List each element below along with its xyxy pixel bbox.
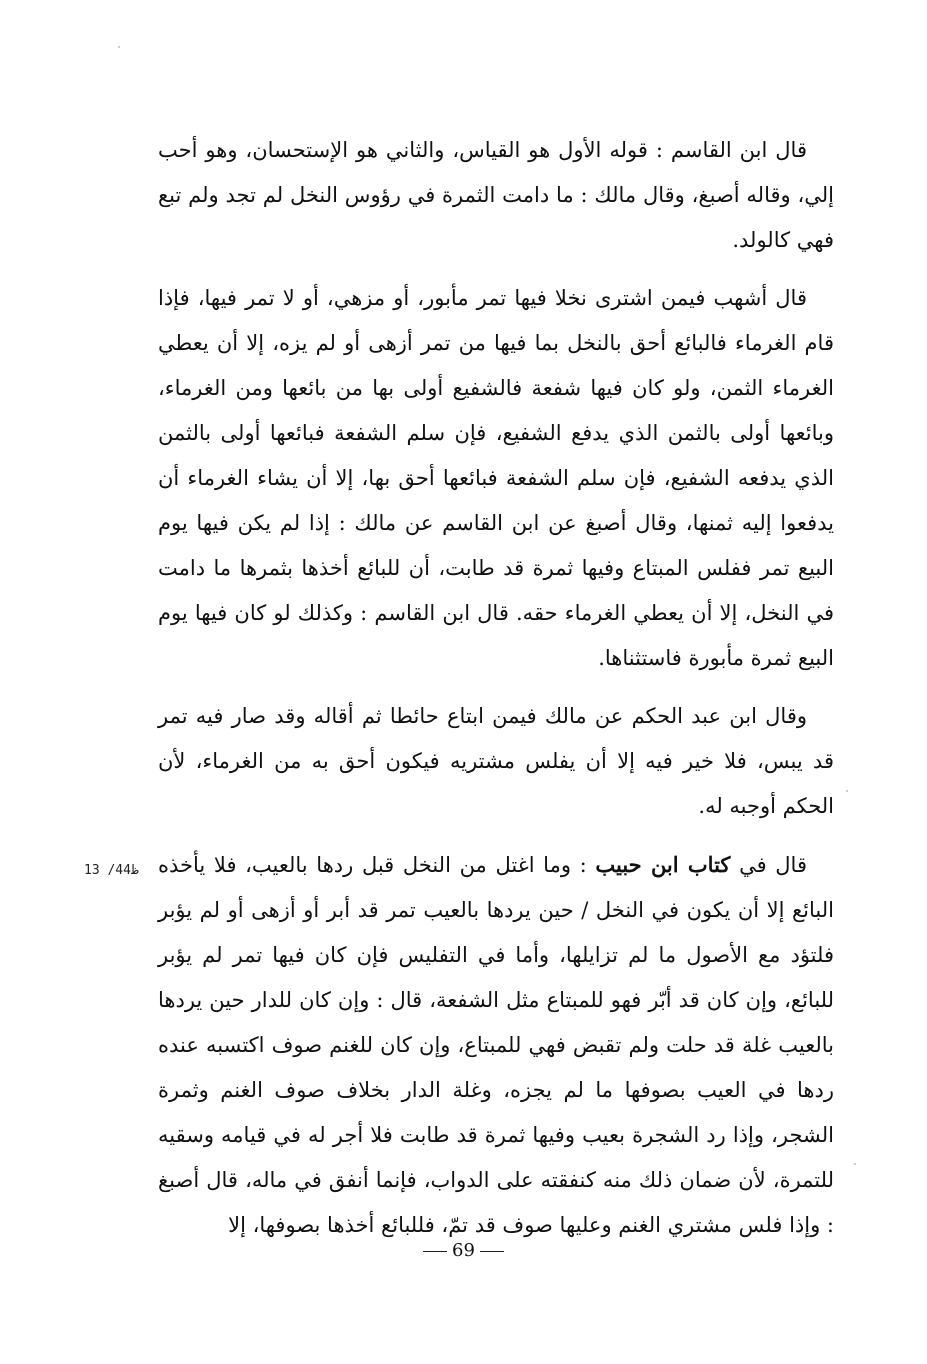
page-number-dash-left — [423, 1251, 447, 1252]
scan-speck — [118, 46, 120, 48]
page-number-value: 69 — [452, 1240, 475, 1261]
page-number-dash-right — [480, 1251, 504, 1252]
paragraph-2: قال أشهب فيمن اشترى نخلا فيها تمر مأبور، أو مزهي، أو لا تمر فيها، فإذا قام الغرماء فالبائع أحق بالنخل بما فيها من تمر أزهى أو لم يزه، إلا أن يعطي الغرماء الثمن، ولو كان فيها شفعة فالشفيع أولى بها من بائعها ومن الغرماء، وبائعها أولى بالثمن الذي يدفع الشفيع، فإن سلم الشفعة فبائعها أولى بالثمن الذي يدفعه الشفيع، فإن سلم الشفعة فبائعها أحق بها، إلا أن يشاء الغرماء أن يدفعوا إليه ثمنها، وقال أصبغ عن ابن القاسم عن مالك : إذا لم يكن فيها يوم البيع تمر ففلس المبتاع وفيها ثمرة قد طابت، أن للبائع أخذها بثمرها ما دامت في النخل، إلا أن يعطي الغرماء حقه. قال ابن القاسم : وكذلك لو كان فيها يوم البيع ثمرة مأبورة فاستثناها. — [158, 286, 834, 670]
paragraph-4-prefix: قال في — [730, 853, 807, 877]
paragraph-4 — [158, 842, 834, 1248]
scan-speck — [854, 1163, 856, 1165]
paragraph-4-text: : وما اغتل من النخل قبل ردها بالعيب، فلا يأخذه البائع إلا أن يكون في النخل / حين يردها بالعيب تمر قد أبر أو أزهى أو لم يؤبر فلتؤد مع الأصول ما لم تزايلها، وأما في التفليس فإن كان فيها تمر لم يؤبر للبائع، وإن كان قد أبّر فهو للمبتاع مثل الشفعة، قال : وإن كان للدار حين يردها بالعيب غلة قد حلت ولم تقبض فهي للمبتاع، وإن كان للغنم صوف اكتسبه عنده ردها في العيب بصوفها ما لم يجزه، وغلة الدار بخلاف صوف الغنم وثمرة الشجر، وإذا رد الشجرة بعيب وفيها ثمرة قد طابت فلا أجر له في قيامه وسقيه للتمرة، لأن ضمان ذلك منه كنفقته على الدواب، فإنما أنفق في ماله، قال أصبغ : وإذا فلس مشتري الغنم وعليها صوف قد تمّ، فللبائع أخذها بصوفها، إلا — [158, 853, 834, 1237]
page-number — [0, 1240, 927, 1261]
body-text — [158, 128, 834, 1261]
paragraph-3: وقال ابن عبد الحكم عن مالك فيمن ابتاع حائطا ثم أقاله وقد صار فيه تمر قد يبس، فلا خير فيه إلا أن يفلس مشتريه فيكون أحق به من الغرماء، لأن الحكم أوجبه له. — [158, 704, 834, 818]
scan-speck — [846, 790, 848, 792]
paragraph-1: قال ابن القاسم : قوله الأول هو القياس، والثاني هو الإستحسان، وهو أحب إلي، وقاله أصبغ، وقال مالك : ما دامت الثمرة في رؤوس النخل لم تجد ولم تبع فهي كالولد. — [158, 138, 834, 252]
manuscript-folio-reference: 13 /44ظ — [84, 863, 139, 878]
book-title: كتاب ابن حبيب — [595, 852, 731, 877]
